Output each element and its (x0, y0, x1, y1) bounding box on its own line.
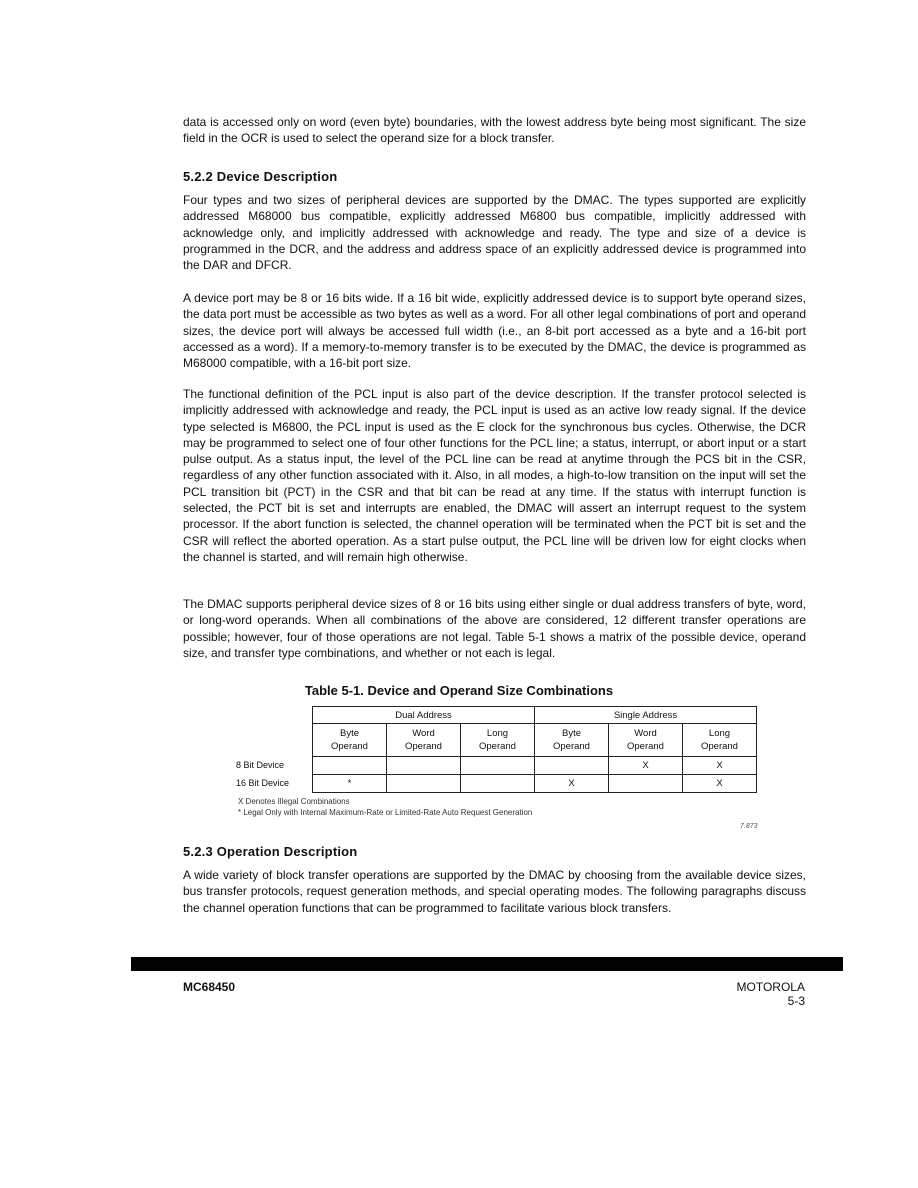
paragraph-pcl-input: The functional definition of the PCL input is also part of the device description. If the transfer protocol selected is implicitly addressed with acknowledge and ready, the PCL input is used as an active low ready signal. If the device type selected is M6800, the PCL input is used as the E clock for the synchronous bus cycles. Otherwise, the DCR may be programmed to select one of four other functions for the PCL line; a status, interrupt, or abort input or a start pulse output. As a status input, the level of the PCL line can be read at anytime through the PCS bit in the CSR, regardless of any other function associated with it. Also, in all modes, a high-to-low transition on the input will set the PCL transition bit (PCT) in the CSR and that bit can be read at any time. If the status with interrupt function is selected, the PCT bit is set and interrupts are enabled, the DMAC will assert an interrupt request to the system processor. If the abort function is selected, the channel operation will be terminated when the PCT bit is set and the CSR will reflect the aborted operation. As a start pulse output, the PCL line will be driven low for eight clocks when the channel is started, and will remain high otherwise. (183, 387, 806, 564)
section-heading-device-description: 5.2.2 Device Description (183, 169, 338, 184)
column-header: Word Operand (387, 724, 461, 757)
row-label-16bit: 16 Bit Device (236, 778, 290, 788)
table-cell (535, 757, 609, 775)
column-header: Long Operand (461, 724, 535, 757)
column-header: Word Operand (609, 724, 683, 757)
table-note-illegal: X Denotes Illegal Combinations (238, 797, 350, 806)
paragraph-port-width: A device port may be 8 or 16 bits wide. If a 16 bit wide, explicitly addressed device is to support byte operand sizes, the data port must be accessible as two bytes as well as a word. For all other legal combinations of port and operand sizes, the device port will always be accessed full width (i.e., an 8-bit port accessed as a byte and a 16-bit port accessed as a word). If a memory-to-memory transfer is to be executed by the DMAC, the device is programmed as M68000 compatible, with a 16-bit port size. (183, 291, 806, 371)
dual-address-header: Dual Address (313, 707, 535, 724)
single-address-header: Single Address (535, 707, 757, 724)
table-cell: X (683, 757, 757, 775)
table-cell (387, 775, 461, 793)
table-cell (387, 757, 461, 775)
table-cell: X (609, 757, 683, 775)
table-cell (609, 775, 683, 793)
figure-reference: 7.873 (740, 823, 758, 830)
paragraph-device-sizes: The DMAC supports peripheral device sizes of 8 or 16 bits using either single or dual address transfers of byte, word, or long-word operands. When all combinations of the above are considered, 12 different transfer operations are possible; however, four of those operations are not legal. Table 5-1 shows a matrix of the possible device, operand size, and transfer type combinations, and whether or not each is legal. (183, 597, 806, 660)
footer-publisher: MOTOROLA 5-3 (736, 980, 805, 1008)
column-header: Byte Operand (313, 724, 387, 757)
table-title: Table 5-1. Device and Operand Size Combinations (304, 683, 614, 698)
paragraph-device-types: Four types and two sizes of peripheral devices are supported by the DMAC. The types supported are explicitly addressed M68000 bus compatible, explicitly addressed M6800 bus compatible, implicitly addressed with acknowledge only, and implicitly addressed with acknowledge and ready. The type and size of a device is programmed in the DCR, and the address and address space of an explicitly addressed device is programmed into the DAR and DFCR. (183, 193, 806, 273)
paragraph-operation: A wide variety of block transfer operations are supported by the DMAC by choosing from the available device sizes, bus transfer protocols, request generation methods, and special operating modes. The following paragraphs discuss the channel operation functions that can be programmed to facilitate various block transfers. (183, 868, 806, 915)
device-operand-table (312, 706, 757, 793)
column-header: Byte Operand (535, 724, 609, 757)
section-heading-operation-description: 5.2.3 Operation Description (183, 844, 358, 859)
intro-paragraph: data is accessed only on word (even byte) boundaries, with the lowest address byte being most significant. The size field in the OCR is used to select the operand size for a block transfer. (183, 115, 806, 146)
column-header: Long Operand (683, 724, 757, 757)
row-label-8bit: 8 Bit Device (236, 760, 285, 770)
table-row (313, 757, 757, 775)
table-cell: X (535, 775, 609, 793)
table-cell (461, 775, 535, 793)
table-cell: X (683, 775, 757, 793)
table-cell (313, 757, 387, 775)
table-cell: * (313, 775, 387, 793)
footer-part-number: MC68450 (183, 980, 236, 994)
table-note-legal-only: * Legal Only with Internal Maximum-Rate or Limited-Rate Auto Request Generation (238, 808, 533, 817)
table-cell (461, 757, 535, 775)
table-row (313, 775, 757, 793)
footer-rule (131, 957, 843, 971)
